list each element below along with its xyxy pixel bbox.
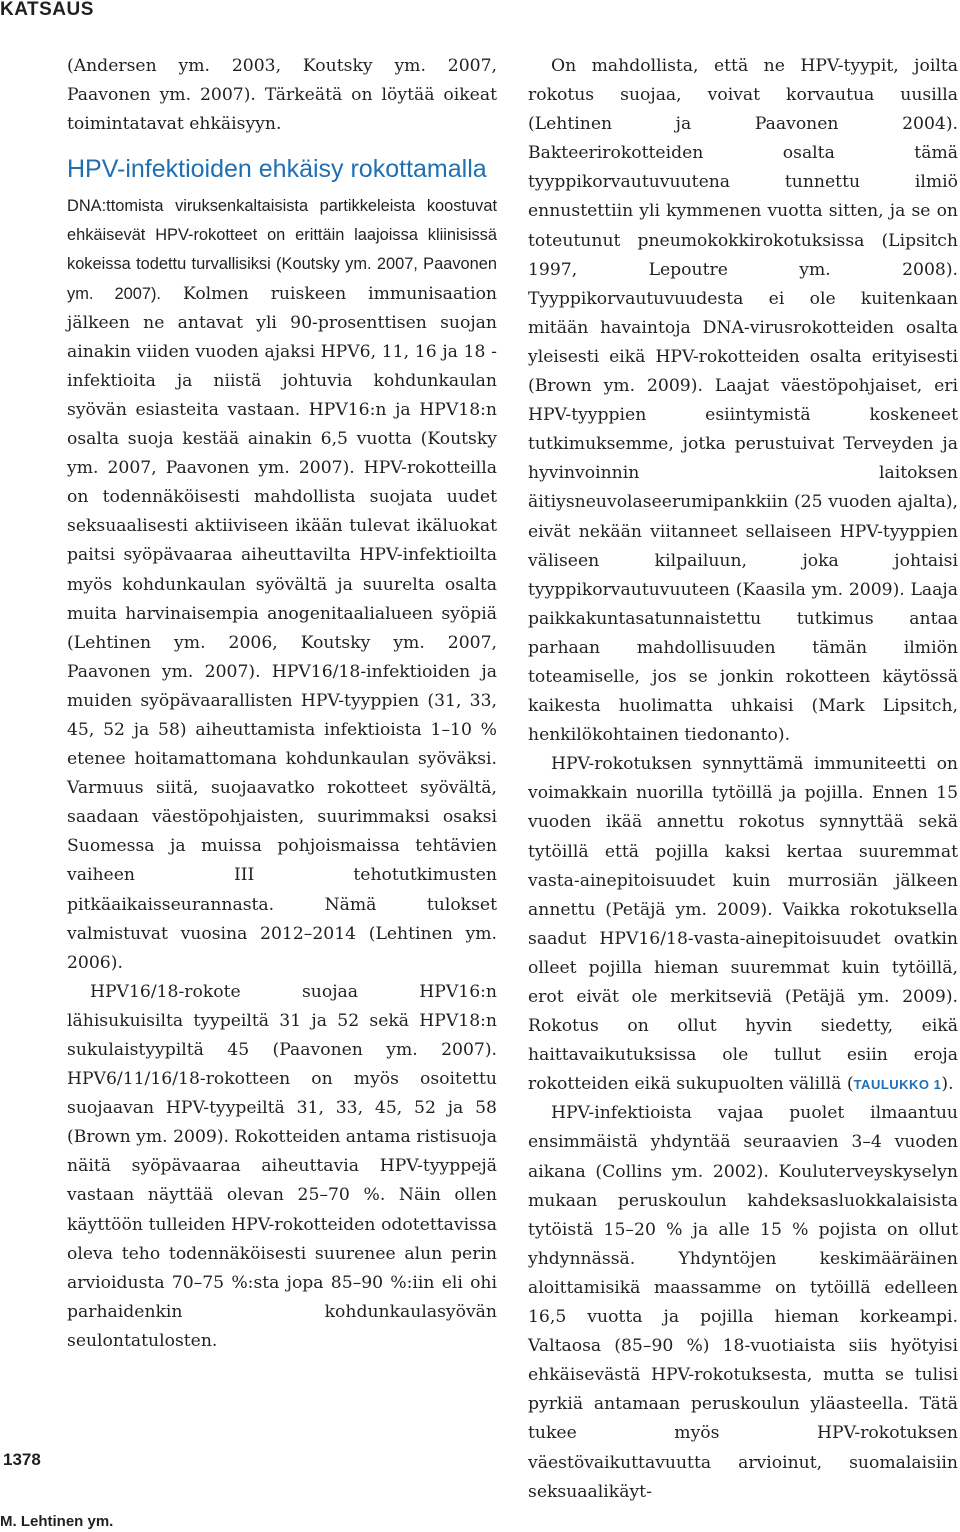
left-column: [67, 52, 497, 1356]
paragraph-intro: DNA:ttomista viruksenkaltaisista partikkeleista koostuvat ehkäisevät HPV-rokotteet on erittäin laajoissa kliinisissä kokeissa todettu turvallisiksi (Koutsky ym. 2007, Paavonen ym. 2007).: [67, 197, 497, 303]
right-column: [528, 52, 958, 1507]
paragraph-body: Kolmen ruiskeen immunisaation jälkeen ne antavat yli 90-prosenttisen suojan ainakin viiden vuoden ajaksi HPV6, 11, 16 ja 18 -infektioita ja niistä johtuvia kohdunkaulan syövän esiasteita vastaan. HPV16:n ja HPV18:n osalta suoja kestää ainakin 6,5 vuotta (Koutsky ym. 2007, Paavonen ym. 2007). HPV-rokotteilla on todennäköisesti mahdollista suojata uudet seksuaalisesti aktiiviseen ikään tulevat ikäluokat paitsi syöpävaaraa aiheuttavilta HPV-infektioilta myös kohdunkaulan syövältä ja suurelta osalta muita harvinaisempia anogenitaalialueen syöpiä (Lehtinen ym. 2006, Koutsky ym. 2007, Paavonen ym. 2007). HPV16/18-infektioiden ja muiden syöpävaarallisten HPV-tyyppien (31, 33, 45, 52 ja 58) aiheuttamista infektioista 1–10 % etenee hoitamattomana kohdunkaulan syöväksi. Varmuus siitä, suojaavatko rokotteet syövältä, saadaan väestöpohjaisten, suurimmaksi osaksi Suomessa ja muissa pohjoismaissa tehtävien vaiheen III tehotutkimusten pitkäaikaisseurannasta. Nämä tulokset valmistuvat vuosina 2012–2014 (Lehtinen ym. 2006).: [67, 283, 497, 973]
paragraph-body: HPV-rokotuksen synnyttämä immuniteetti on voimakkain nuorilla tytöillä ja pojilla. Ennen 15 vuoden ikää annettu rokotus synnyttää sekä tytöillä että pojilla kaksi kertaa suuremmat vasta-ainepitoisuudet kuin murrosiän jälkeen annettu (Petäjä ym. 2009). Vaikka rokotuksella saadut HPV16/18-vasta-ainepitoisuudet ovatkin olleet pojilla hieman suuremmat kuin tytöillä, erot eivät ole merkitseviä (Petäjä ym. 2009). Rokotus on ollut hyvin siedetty, eikä haittavaikutuksissa ole tullut esiin eroja rokotteiden eikä sukupuolten välillä (: [528, 754, 958, 1095]
paragraph: HPV16/18-rokote suojaa HPV16:n lähisukuisilta tyypeiltä 31 ja 52 sekä HPV18:n sukulaistyypiltä 45 (Paavonen ym. 2007). HPV6/11/16/18-rokotteen on myös osoitettu suojaavan HPV-tyypeiltä 31, 33, 45, 52 ja 58 (Brown ym. 2009). Rokotteiden antama ristisuoja näitä syöpävaaraa aiheuttavia HPV-tyyppejä vastaan näyttää olevan 25–70 %. Näin ollen käyttöön tulleiden HPV-rokotteiden odotettavissa oleva teho todennäköisesti suurenee alun perin arvioidusta 70–75 %:sta jopa 85–90 %:iin eli ohi parhaidenkin kohdunkaulasyövän seulontatulosten.: [67, 981, 497, 1351]
footer-author: M. Lehtinen ym.: [0, 1513, 114, 1530]
paragraph: HPV-infektioista vajaa puolet ilmaantuu ensimmäistä yhdyntää seuraavien 3–4 vuoden aikana (Collins ym. 2002). Kouluterveyskyselyn mukaan peruskoulun kahdeksasluokkalaisista tytöistä 15–20 % ja alle 15 % pojista on ollut yhdynnässä. Yhdyntöjen keskimääräinen aloittamisikä maassamme on tytöillä edelleen 16,5 vuotta ja pojilla hieman korkeampi. Valtaosa (85–90 %) 18-vuotiaista siis hyötyisi ehkäisevästä HPV-rokotuksesta, mutta se tulisi pyrkiä antamaan peruskoulun yläasteella. Tätä tukee myös HPV-rokotuksen väestövaikuttavuutta arvioinut, suomalaisiin seksuaalikäyt-: [528, 1103, 958, 1502]
section-label: KATSAUS: [0, 0, 94, 20]
paragraph-tail: ).: [941, 1074, 954, 1095]
paragraph: [528, 750, 958, 1099]
table-reference-link[interactable]: TAULUKKO 1: [853, 1077, 942, 1093]
paragraph: [67, 192, 497, 978]
page-number: 1378: [3, 1450, 41, 1469]
paragraph: On mahdollista, että ne HPV-tyypit, joilta rokotus suojaa, voivat korvautua uusilla (Lehtinen ja Paavonen 2004). Bakteerirokotteiden osalta tämä tyyppikorvautuvuutena tunnettu ilmiö ennustettiin yli kymmenen vuotta sitten, ja se on toteutunut pneumokokkirokotuksissa (Lipsitch 1997, Lepoutre ym. 2008). Tyyppikorvautuvuudesta ei ole kuitenkaan mitään havaintoja DNA-virusrokotteiden osalta yleisesti eikä HPV-rokotteiden osalta erityisesti (Brown ym. 2009). Laajat väestöpohjaiset, eri HPV-tyyppien esiintymistä koskeneet tutkimuksemme, jotka perustuivat Terveyden ja hyvinvoinnin laitoksen äitiysneuvolaseerumipankkiin (25 vuoden ajalta), eivät nekään viitanneet sellaiseen HPV-tyyppien väliseen kilpailuun, joka johtaisi tyyppikorvautuvuuteen (Kaasila ym. 2009). Laaja paikkakuntasatunnaistettu tutkimus antaa parhaan mahdollisuuden tämän ilmiön toteamiselle, jos se jonkin rokotteen käytössä kaikesta huolimatta uhkaisi (Mark Lipsitch, henkilökohtainen tiedonanto).: [528, 56, 958, 746]
section-heading: HPV-infektioiden ehkäisy rokottamalla: [67, 155, 487, 184]
paragraph: (Andersen ym. 2003, Koutsky ym. 2007, Paavonen ym. 2007). Tärkeätä on löytää oikeat toimintatavat ehkäisyyn.: [67, 56, 497, 135]
